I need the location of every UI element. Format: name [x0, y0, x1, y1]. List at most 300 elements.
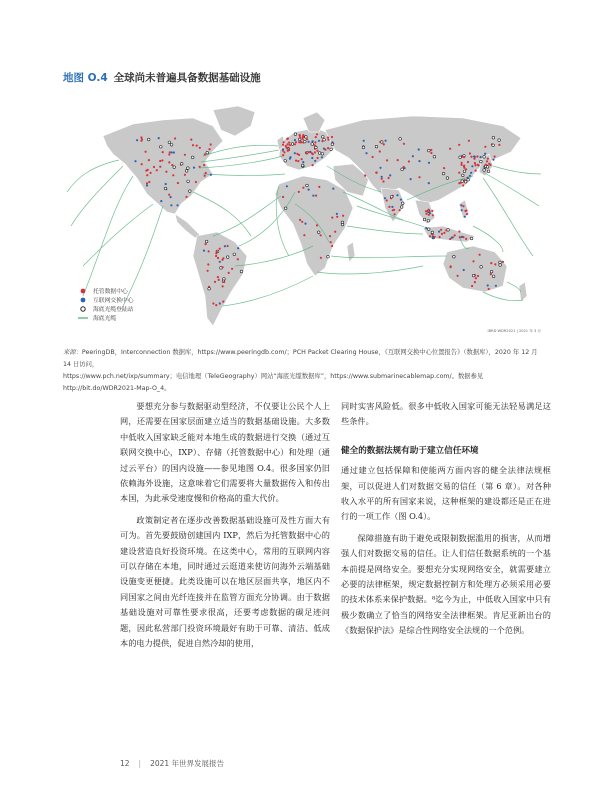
landing-station-marker — [462, 174, 465, 177]
datacenter-marker — [302, 138, 304, 140]
ixp-marker — [365, 152, 367, 154]
datacenter-marker — [393, 209, 395, 211]
section-heading: 健全的数据法规有助于建立信任环境 — [341, 445, 479, 456]
ixp-marker — [429, 212, 431, 214]
legend-cable-label: 海底光缆 — [93, 316, 117, 322]
datacenter-marker — [403, 166, 405, 168]
datacenter-marker — [159, 166, 161, 168]
ixp-marker — [308, 141, 310, 143]
landing-station-marker — [423, 218, 426, 221]
ixp-marker — [484, 153, 486, 155]
datacenter-marker — [148, 181, 150, 183]
landing-station-marker — [306, 184, 309, 187]
ixp-marker — [308, 189, 310, 191]
datacenter-marker — [217, 276, 219, 278]
body-right-column — [341, 399, 551, 639]
datacenter-marker — [471, 285, 473, 287]
datacenter-marker — [203, 164, 205, 166]
legend-landing-label: 海底光缆登陆站 — [93, 307, 134, 313]
ixp-marker — [170, 196, 172, 198]
datacenter-marker — [302, 141, 304, 143]
ixp-marker — [302, 161, 304, 163]
datacenter-marker — [204, 153, 206, 155]
datacenter-marker — [388, 206, 390, 208]
ixp-marker — [170, 204, 172, 206]
datacenter-marker — [306, 138, 308, 140]
datacenter-marker — [477, 275, 479, 277]
landing-station-marker — [401, 168, 404, 171]
ixp-marker — [461, 236, 463, 238]
landing-station-marker — [498, 139, 501, 142]
ixp-marker — [418, 148, 420, 150]
datacenter-marker — [489, 164, 491, 166]
landing-station-marker — [206, 151, 209, 154]
datacenter-marker — [156, 169, 158, 171]
datacenter-marker — [464, 179, 466, 181]
datacenter-marker — [484, 146, 486, 148]
ixp-marker — [473, 155, 475, 157]
ixp-marker — [219, 261, 221, 263]
datacenter-marker — [381, 178, 383, 180]
datacenter-marker — [485, 164, 487, 166]
datacenter-marker — [223, 281, 225, 283]
datacenter-marker — [299, 137, 301, 139]
datacenter-marker — [148, 159, 150, 161]
datacenter-marker — [215, 255, 217, 257]
legend-landing-swatch — [81, 307, 85, 311]
landing-station-marker — [442, 172, 445, 175]
landing-station-marker — [168, 141, 171, 144]
landing-station-marker — [470, 237, 473, 240]
datacenter-marker — [294, 143, 296, 145]
datacenter-marker — [502, 261, 504, 263]
datacenter-marker — [425, 210, 427, 212]
datacenter-marker — [408, 160, 410, 162]
ixp-marker — [469, 175, 471, 177]
datacenter-marker — [231, 268, 233, 270]
datacenter-marker — [222, 285, 224, 287]
datacenter-marker — [476, 155, 478, 157]
ixp-marker — [428, 162, 430, 164]
landing-station-marker — [187, 167, 190, 170]
landing-station-marker — [331, 143, 334, 146]
ixp-marker — [171, 151, 173, 153]
datacenter-marker — [468, 140, 470, 142]
datacenter-marker — [458, 172, 460, 174]
landing-station-marker — [487, 170, 490, 173]
datacenter-marker — [462, 156, 464, 158]
datacenter-marker — [461, 162, 463, 164]
landing-station-marker — [362, 146, 365, 149]
landing-station-marker — [294, 133, 297, 136]
datacenter-marker — [298, 141, 300, 143]
landing-station-marker — [301, 164, 304, 167]
datacenter-marker — [320, 234, 322, 236]
landing-station-marker — [315, 146, 318, 149]
ixp-marker — [176, 204, 178, 206]
ixp-marker — [165, 183, 167, 185]
ixp-marker — [158, 137, 160, 139]
ixp-marker — [460, 204, 462, 206]
datacenter-marker — [216, 250, 218, 252]
datacenter-marker — [305, 152, 307, 154]
datacenter-marker — [316, 224, 318, 226]
datacenter-marker — [445, 229, 447, 231]
ixp-marker — [318, 140, 320, 142]
left-paragraph-2: 政策制定者在逐步改善数据基础设施可及性方面大有可为。首先要鼓励创建国内 IXP，然后为托管数据中心的建设营造良好投资环境。在这类中心，常用的互联网内容可以存储在本地，同时通过云逛道来使访问海外云端基础设施变更便捷。此类设施可以在地区层面共享，地区内不同国家之间由光纤连接并在监管方面充分协调。由于数据基础设施对可靠性要求很高，还要考虑数据的碳足迹问题，因此私营部门投资环境最好有助于可靠、清洁、低成本的电力提供，促进自然冷却的使用， — [120, 514, 330, 649]
map-title — [63, 70, 261, 85]
landing-station-marker — [147, 138, 150, 141]
datacenter-marker — [168, 153, 170, 155]
landing-station-marker — [427, 228, 430, 231]
datacenter-marker — [462, 205, 464, 207]
datacenter-marker — [172, 174, 174, 176]
datacenter-marker — [140, 140, 142, 142]
ixp-marker — [470, 172, 472, 174]
datacenter-marker — [336, 216, 338, 218]
landing-station-marker — [467, 178, 470, 181]
ixp-marker — [160, 200, 162, 202]
datacenter-marker — [228, 272, 230, 274]
datacenter-marker — [165, 171, 167, 173]
landing-station-marker — [341, 223, 344, 226]
datacenter-marker — [330, 241, 332, 243]
datacenter-marker — [379, 150, 381, 152]
datacenter-marker — [382, 180, 384, 182]
landing-station-marker — [492, 275, 495, 278]
landing-station-marker — [472, 274, 475, 277]
landing-station-marker — [187, 180, 190, 183]
datacenter-marker — [316, 150, 318, 152]
datacenter-marker — [299, 219, 301, 221]
ixp-marker — [425, 227, 427, 229]
landing-station-marker — [305, 136, 308, 139]
ixp-marker — [146, 184, 148, 186]
landing-station-marker — [499, 264, 502, 267]
map-credit: IBRD WDR2021 | 2021 年 3 月 — [487, 329, 541, 333]
landing-station-marker — [463, 170, 466, 173]
ixp-marker — [396, 194, 398, 196]
datacenter-marker — [372, 156, 374, 158]
datacenter-marker — [199, 166, 201, 168]
datacenter-marker — [169, 151, 171, 153]
landing-station-marker — [180, 162, 183, 165]
datacenter-marker — [301, 221, 303, 223]
datacenter-marker — [301, 158, 303, 160]
landing-station-marker — [330, 148, 333, 151]
datacenter-marker — [376, 172, 378, 174]
datacenter-marker — [295, 160, 297, 162]
datacenter-marker — [494, 156, 496, 158]
ixp-marker — [471, 165, 473, 167]
datacenter-marker — [475, 277, 477, 279]
datacenter-marker — [477, 164, 479, 166]
datacenter-marker — [494, 263, 496, 265]
datacenter-marker — [441, 233, 443, 235]
ixp-marker — [451, 237, 453, 239]
datacenter-marker — [394, 213, 396, 215]
ixp-marker — [210, 174, 212, 176]
datacenter-marker — [282, 196, 284, 198]
datacenter-marker — [467, 161, 469, 163]
datacenter-marker — [490, 262, 492, 264]
ixp-marker — [432, 237, 434, 239]
datacenter-marker — [282, 144, 284, 146]
right-paragraph-1: 同时实害风险低。很多中低收入国家可能无法轻易满足这些条件。 — [341, 401, 551, 427]
ixp-marker — [428, 182, 430, 184]
datacenter-marker — [466, 213, 468, 215]
map-title-text: 全球尚未普遍具备数据基础设施 — [113, 72, 261, 84]
datacenter-marker — [147, 169, 149, 171]
datacenter-marker — [283, 151, 285, 153]
source-label: 来源： — [63, 349, 82, 356]
landing-station-marker — [401, 202, 404, 205]
datacenter-marker — [208, 250, 210, 252]
ixp-marker — [294, 139, 296, 141]
datacenter-marker — [146, 174, 148, 176]
datacenter-marker — [431, 210, 433, 212]
datacenter-marker — [192, 144, 194, 146]
datacenter-marker — [379, 141, 381, 143]
ixp-marker — [304, 223, 306, 225]
datacenter-marker — [469, 152, 471, 154]
datacenter-marker — [432, 214, 434, 216]
landing-station-marker — [191, 156, 194, 159]
ixp-marker — [321, 156, 323, 158]
ixp-marker — [224, 245, 226, 247]
datacenter-marker — [207, 270, 209, 272]
landing-station-marker — [431, 231, 434, 234]
ixp-marker — [282, 148, 284, 150]
landing-station-marker — [185, 170, 188, 173]
datacenter-marker — [440, 229, 442, 231]
datacenter-marker — [449, 148, 451, 150]
datacenter-marker — [140, 136, 142, 138]
ixp-marker — [203, 250, 205, 252]
datacenter-marker — [217, 257, 219, 259]
datacenter-marker — [205, 172, 207, 174]
datacenter-marker — [399, 209, 401, 211]
ixp-marker — [480, 156, 482, 158]
datacenter-marker — [463, 167, 465, 169]
datacenter-marker — [227, 245, 229, 247]
datacenter-marker — [212, 302, 214, 304]
datacenter-marker — [430, 152, 432, 154]
datacenter-marker — [174, 137, 176, 139]
datacenter-marker — [465, 168, 467, 170]
datacenter-marker — [208, 148, 210, 150]
ixp-marker — [336, 213, 338, 215]
datacenter-marker — [282, 154, 284, 156]
datacenter-marker — [283, 141, 285, 143]
page-footer: 12 | 2021 年世界发展报告 — [120, 759, 225, 768]
landing-station-marker — [284, 160, 287, 163]
ixp-marker — [412, 155, 414, 157]
datacenter-marker — [219, 248, 221, 250]
ixp-marker — [391, 206, 393, 208]
legend-datacenter-swatch — [81, 289, 86, 294]
landing-station-marker — [317, 231, 320, 234]
datacenter-marker — [289, 144, 291, 146]
datacenter-marker — [145, 151, 147, 153]
datacenter-marker — [432, 234, 434, 236]
datacenter-marker — [285, 146, 287, 148]
landing-station-marker — [433, 155, 436, 158]
map-number: 地图 O.4 — [63, 72, 108, 84]
ixp-marker — [237, 247, 239, 249]
body-left-column — [120, 399, 330, 652]
landing-station-marker — [322, 136, 325, 139]
ixp-marker — [314, 160, 316, 162]
ixp-marker — [363, 140, 365, 142]
map-source-note — [63, 347, 543, 395]
datacenter-marker — [315, 136, 317, 138]
datacenter-marker — [383, 143, 385, 145]
ixp-marker — [464, 216, 466, 218]
landing-station-marker — [427, 220, 430, 223]
datacenter-marker — [458, 144, 460, 146]
ixp-marker — [173, 151, 175, 153]
right-paragraph-3: 保障措施有助于避免或限制数据滥用的损害，从而增强人们对数据交易的信任。让人们信任数据系统的一个基本前提是网络安全。要想充分实现网络安全，就需要建立必要的法律框架，规定数据控制方和处理方必须采用必要的技术体系来保护数据。⁸迄今为止，中低收入国家中只有极少数确立了恰当的网络安全法律框架。肯尼亚新出台的《数据保护法》是综合性网络安全法规的一个范例。 — [341, 532, 551, 636]
datacenter-marker — [331, 217, 333, 219]
datacenter-marker — [327, 147, 329, 149]
ixp-marker — [384, 197, 386, 199]
landing-station-marker — [284, 207, 287, 210]
landing-station-marker — [480, 160, 483, 163]
landing-station-marker — [205, 240, 208, 243]
datacenter-marker — [430, 149, 432, 151]
datacenter-marker — [314, 151, 316, 153]
datacenter-marker — [474, 164, 476, 166]
ixp-marker — [389, 174, 391, 176]
datacenter-marker — [298, 154, 300, 156]
ixp-marker — [463, 269, 465, 271]
datacenter-marker — [334, 231, 336, 233]
datacenter-marker — [312, 164, 314, 166]
ixp-marker — [492, 159, 494, 161]
datacenter-marker — [418, 176, 420, 178]
datacenter-marker — [237, 258, 239, 260]
datacenter-marker — [303, 234, 305, 236]
landing-station-marker — [390, 196, 393, 199]
datacenter-marker — [457, 275, 459, 277]
landing-station-marker — [486, 166, 489, 169]
datacenter-marker — [331, 245, 333, 247]
world-map — [63, 96, 543, 336]
ixp-marker — [381, 176, 383, 178]
datacenter-marker — [302, 136, 304, 138]
landing-station-marker — [399, 138, 402, 141]
landing-station-marker — [375, 145, 378, 148]
ixp-marker — [495, 285, 497, 287]
datacenter-marker — [295, 141, 297, 143]
datacenter-marker — [386, 199, 388, 201]
ixp-marker — [418, 160, 420, 162]
datacenter-marker — [429, 235, 431, 237]
ixp-marker — [379, 167, 381, 169]
datacenter-marker — [342, 215, 344, 217]
datacenter-marker — [314, 141, 316, 143]
datacenter-marker — [461, 164, 463, 166]
datacenter-marker — [207, 263, 209, 265]
datacenter-marker — [298, 191, 300, 193]
datacenter-marker — [316, 133, 318, 135]
right-paragraph-2: 通过建立包括保障和使能两方面内容的健全法律法规框架，可以促进人们对数据交易的信任（第 6 章）。对各种收入水平的所有国家来说，这种框架的建设都还是正在进行的一项工作（图 O.4）。 — [341, 465, 551, 522]
datacenter-marker — [321, 140, 323, 142]
datacenter-marker — [486, 160, 488, 162]
datacenter-marker — [161, 159, 163, 161]
ixp-marker — [400, 199, 402, 201]
datacenter-marker — [439, 236, 441, 238]
datacenter-marker — [473, 158, 475, 160]
ixp-marker — [219, 302, 221, 304]
datacenter-marker — [312, 153, 314, 155]
landing-station-marker — [170, 144, 173, 147]
ixp-marker — [332, 188, 334, 190]
datacenter-marker — [184, 154, 186, 156]
legend-ixp-swatch — [81, 298, 86, 303]
datacenter-marker — [465, 238, 467, 240]
datacenter-marker — [317, 157, 319, 159]
ixp-marker — [193, 167, 195, 169]
datacenter-marker — [171, 164, 173, 166]
datacenter-marker — [458, 182, 460, 184]
datacenter-marker — [190, 139, 192, 141]
datacenter-marker — [218, 279, 220, 281]
landing-station-marker — [459, 156, 462, 159]
datacenter-marker — [327, 139, 329, 141]
datacenter-marker — [462, 184, 464, 186]
datacenter-marker — [386, 159, 388, 161]
datacenter-marker — [222, 301, 224, 303]
datacenter-marker — [215, 304, 217, 306]
datacenter-marker — [474, 281, 476, 283]
datacenter-marker — [297, 160, 299, 162]
datacenter-marker — [459, 236, 461, 238]
ixp-marker — [410, 178, 412, 180]
datacenter-marker — [196, 145, 198, 147]
datacenter-marker — [162, 151, 164, 153]
datacenter-marker — [329, 235, 331, 237]
datacenter-marker — [425, 213, 427, 215]
datacenter-marker — [205, 243, 207, 245]
datacenter-marker — [315, 195, 317, 197]
datacenter-marker — [177, 182, 179, 184]
landing-station-marker — [483, 169, 486, 172]
landing-station-marker — [499, 261, 502, 264]
datacenter-marker — [287, 137, 289, 139]
landing-station-marker — [160, 146, 163, 149]
datacenter-marker — [299, 134, 301, 136]
landing-station-marker — [327, 255, 330, 258]
ixp-marker — [136, 139, 138, 141]
datacenter-marker — [443, 167, 445, 169]
datacenter-marker — [222, 266, 224, 268]
page-number: 12 — [120, 759, 130, 768]
datacenter-marker — [470, 156, 472, 158]
ixp-marker — [438, 231, 440, 233]
landing-station-marker — [226, 256, 229, 259]
datacenter-marker — [327, 137, 329, 139]
landing-station-marker — [400, 206, 403, 209]
left-paragraph-1: 要想充分参与数据驱动型经济，不仅要让公民个人上网，还需要在国家层面建立适当的数据基础设施。大多数中低收入国家缺乏能对本地生成的数据进行交换（通过互联网交换中心，IXP）、存储（托管数据中心）和处理（通过云平台）的国内设施——参见地图 O.4。很多国家仍旧依赖海外设施，这意味着它们需要将大量数据传入和传出本国，为此承受速度慢和价格高的重大代价。 — [120, 401, 330, 504]
datacenter-marker — [159, 160, 161, 162]
ixp-marker — [487, 284, 489, 286]
datacenter-marker — [490, 273, 492, 275]
landing-station-marker — [164, 187, 167, 190]
source-line-1: PeeringDB，Interconnection 数据库，https://www.peeringdb.com/；PCH Packet Clearing House，《互联网交换中心位置报告》（数据库），2020 年 12 月 14 日访问， — [63, 349, 538, 368]
ixp-marker — [134, 160, 136, 162]
